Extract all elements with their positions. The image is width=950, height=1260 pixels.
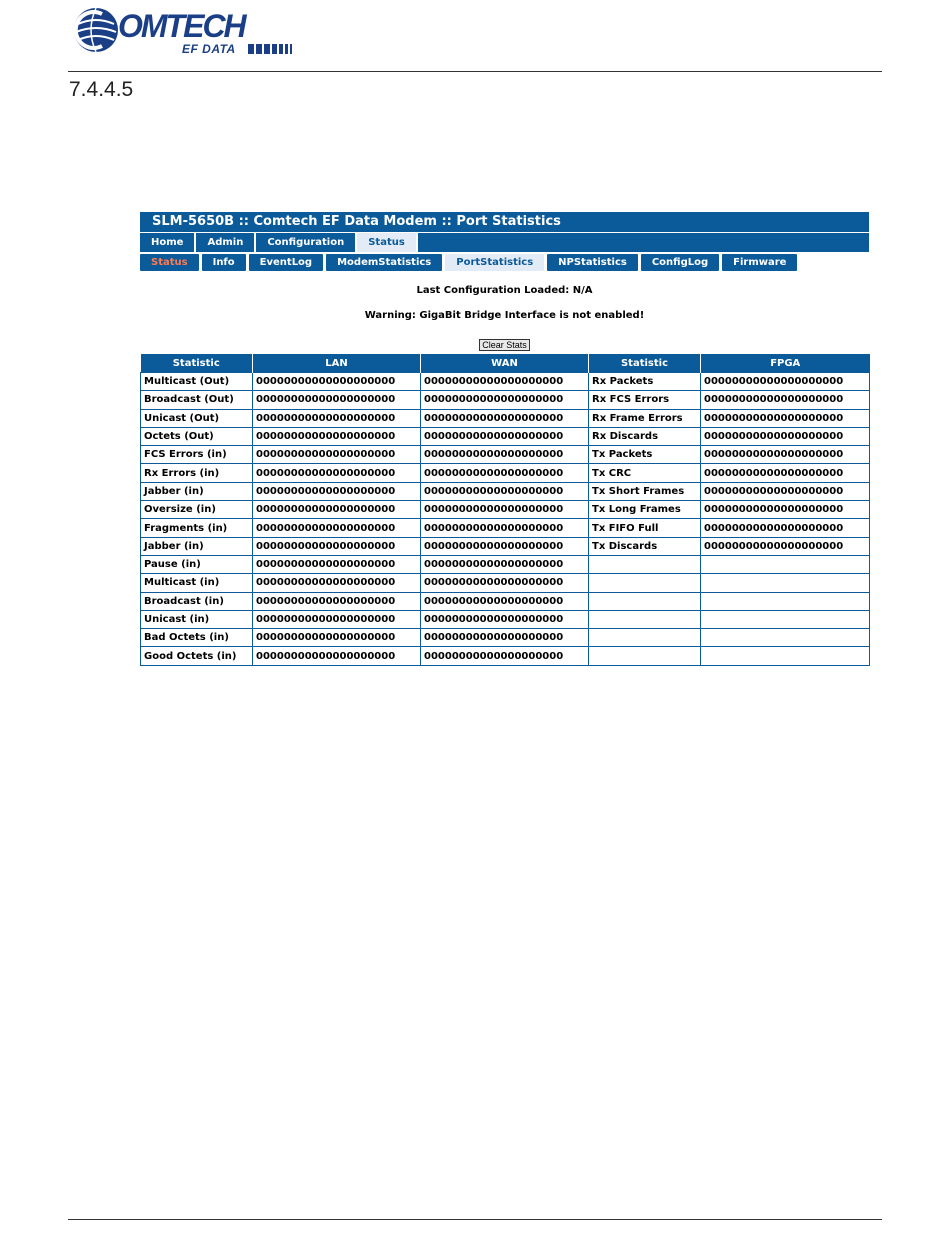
fpga-stat-name [589,647,701,665]
fpga-stat-name: Rx Packets [589,373,701,391]
table-row [141,501,870,519]
table-row [141,519,870,537]
stat-name: Bad Octets (in) [141,629,253,647]
table-row [141,555,870,573]
stat-name: Multicast (in) [141,574,253,592]
lan-value: 00000000000000000000 [253,501,421,519]
fpga-value: 00000000000000000000 [701,519,870,537]
fpga-value [701,592,870,610]
globe-logo-icon [72,6,120,54]
clear-stats-button[interactable]: Clear Stats [479,339,530,351]
wan-value: 00000000000000000000 [421,482,589,500]
stat-name: FCS Errors (in) [141,446,253,464]
header-divider [68,71,882,72]
lan-value: 00000000000000000000 [253,574,421,592]
fpga-stat-name: Rx Discards [589,427,701,445]
subtab-npstatistics[interactable]: NPStatistics [547,254,638,271]
stat-name: Unicast (in) [141,610,253,628]
table-row [141,446,870,464]
fpga-stat-name: Tx Discards [589,537,701,555]
lan-value: 00000000000000000000 [253,391,421,409]
port-statistics-table [140,354,870,666]
fpga-stat-name: Rx Frame Errors [589,409,701,427]
lan-value: 00000000000000000000 [253,592,421,610]
fpga-value [701,647,870,665]
header-statistic: Statistic [141,354,253,373]
stat-name: Unicast (Out) [141,409,253,427]
fpga-value: 00000000000000000000 [701,482,870,500]
fpga-stat-name: Tx Packets [589,446,701,464]
fpga-value: 00000000000000000000 [701,446,870,464]
stat-name: Jabber (in) [141,537,253,555]
fpga-stat-name: Rx FCS Errors [589,391,701,409]
fpga-stat-name [589,610,701,628]
wan-value: 00000000000000000000 [421,464,589,482]
subtab-portstatistics[interactable]: PortStatistics [445,254,544,271]
wan-value: 00000000000000000000 [421,373,589,391]
table-row [141,647,870,665]
lan-value: 00000000000000000000 [253,647,421,665]
tab-home[interactable]: Home [140,233,196,252]
footer-divider [68,1219,882,1220]
tab-configuration[interactable]: Configuration [256,233,357,252]
logo-subtext: EF DATA [182,42,236,56]
wan-value: 00000000000000000000 [421,537,589,555]
subtab-status[interactable]: Status [140,254,199,271]
stat-name: Pause (in) [141,555,253,573]
fpga-value [701,629,870,647]
stat-name: Broadcast (Out) [141,391,253,409]
wan-value: 00000000000000000000 [421,555,589,573]
stat-name: Jabber (in) [141,482,253,500]
header-lan: LAN [253,354,421,373]
header-wan: WAN [421,354,589,373]
fpga-value: 00000000000000000000 [701,427,870,445]
table-row [141,427,870,445]
fpga-stat-name [589,574,701,592]
wan-value: 00000000000000000000 [421,574,589,592]
table-row [141,482,870,500]
wan-value: 00000000000000000000 [421,519,589,537]
stat-name: Multicast (Out) [141,373,253,391]
lan-value: 00000000000000000000 [253,373,421,391]
table-row [141,537,870,555]
wan-value: 00000000000000000000 [421,592,589,610]
stat-name: Fragments (in) [141,519,253,537]
wan-value: 00000000000000000000 [421,427,589,445]
wan-value: 00000000000000000000 [421,409,589,427]
fpga-value [701,574,870,592]
header-statistic-fpga: Statistic [589,354,701,373]
subtab-info[interactable]: Info [202,254,246,271]
fpga-stat-name: Tx Short Frames [589,482,701,500]
wan-value: 00000000000000000000 [421,501,589,519]
comtech-logo [72,6,302,54]
stat-name: Rx Errors (in) [141,464,253,482]
header-fpga: FPGA [701,354,870,373]
app-title-bar: SLM-5650B :: Comtech EF Data Modem :: Port Statistics [140,212,869,232]
fpga-stat-name: Tx CRC [589,464,701,482]
lan-value: 00000000000000000000 [253,629,421,647]
subtab-firmware[interactable]: Firmware [722,254,797,271]
subtab-modemstatistics[interactable]: ModemStatistics [326,254,442,271]
table-row [141,574,870,592]
logo-wordmark: OMTECH [118,8,245,44]
section-number: 7.4.4.5 [69,78,134,101]
fpga-value: 00000000000000000000 [701,373,870,391]
fpga-stat-name [589,629,701,647]
subtab-eventlog[interactable]: EventLog [249,254,323,271]
fpga-value: 00000000000000000000 [701,501,870,519]
stat-name: Octets (Out) [141,427,253,445]
tab-admin[interactable]: Admin [196,233,256,252]
sub-nav [140,254,869,271]
lan-value: 00000000000000000000 [253,409,421,427]
table-row [141,592,870,610]
wan-value: 00000000000000000000 [421,610,589,628]
fpga-stat-name [589,555,701,573]
lan-value: 00000000000000000000 [253,610,421,628]
table-row [141,629,870,647]
fpga-value [701,610,870,628]
wan-value: 00000000000000000000 [421,647,589,665]
fpga-value: 00000000000000000000 [701,464,870,482]
wan-value: 00000000000000000000 [421,391,589,409]
wan-value: 00000000000000000000 [421,629,589,647]
table-body [141,373,870,666]
lan-value: 00000000000000000000 [253,446,421,464]
fpga-stat-name [589,592,701,610]
fpga-stat-name: Tx Long Frames [589,501,701,519]
table-row [141,464,870,482]
logo-bars-icon [248,44,302,54]
tab-status[interactable]: Status [357,233,418,252]
subtab-configlog[interactable]: ConfigLog [641,254,719,271]
table-header-row [141,354,870,373]
lan-value: 00000000000000000000 [253,427,421,445]
stat-name: Broadcast (in) [141,592,253,610]
table-row [141,391,870,409]
warning-text: Warning: GigaBit Bridge Interface is not enabled! [364,310,645,321]
lan-value: 00000000000000000000 [253,537,421,555]
wan-value: 00000000000000000000 [421,446,589,464]
last-config-text: Last Configuration Loaded: N/A [416,285,593,296]
fpga-value [701,555,870,573]
fpga-stat-name: Tx FIFO Full [589,519,701,537]
lan-value: 00000000000000000000 [253,519,421,537]
button-row [140,333,869,350]
main-nav [140,233,869,252]
table-row [141,373,870,391]
lan-value: 00000000000000000000 [253,555,421,573]
lan-value: 00000000000000000000 [253,482,421,500]
web-app-window [140,212,869,666]
lan-value: 00000000000000000000 [253,464,421,482]
fpga-value: 00000000000000000000 [701,391,870,409]
stat-name: Oversize (in) [141,501,253,519]
fpga-value: 00000000000000000000 [701,409,870,427]
stat-name: Good Octets (in) [141,647,253,665]
table-row [141,409,870,427]
table-row [141,610,870,628]
fpga-value: 00000000000000000000 [701,537,870,555]
